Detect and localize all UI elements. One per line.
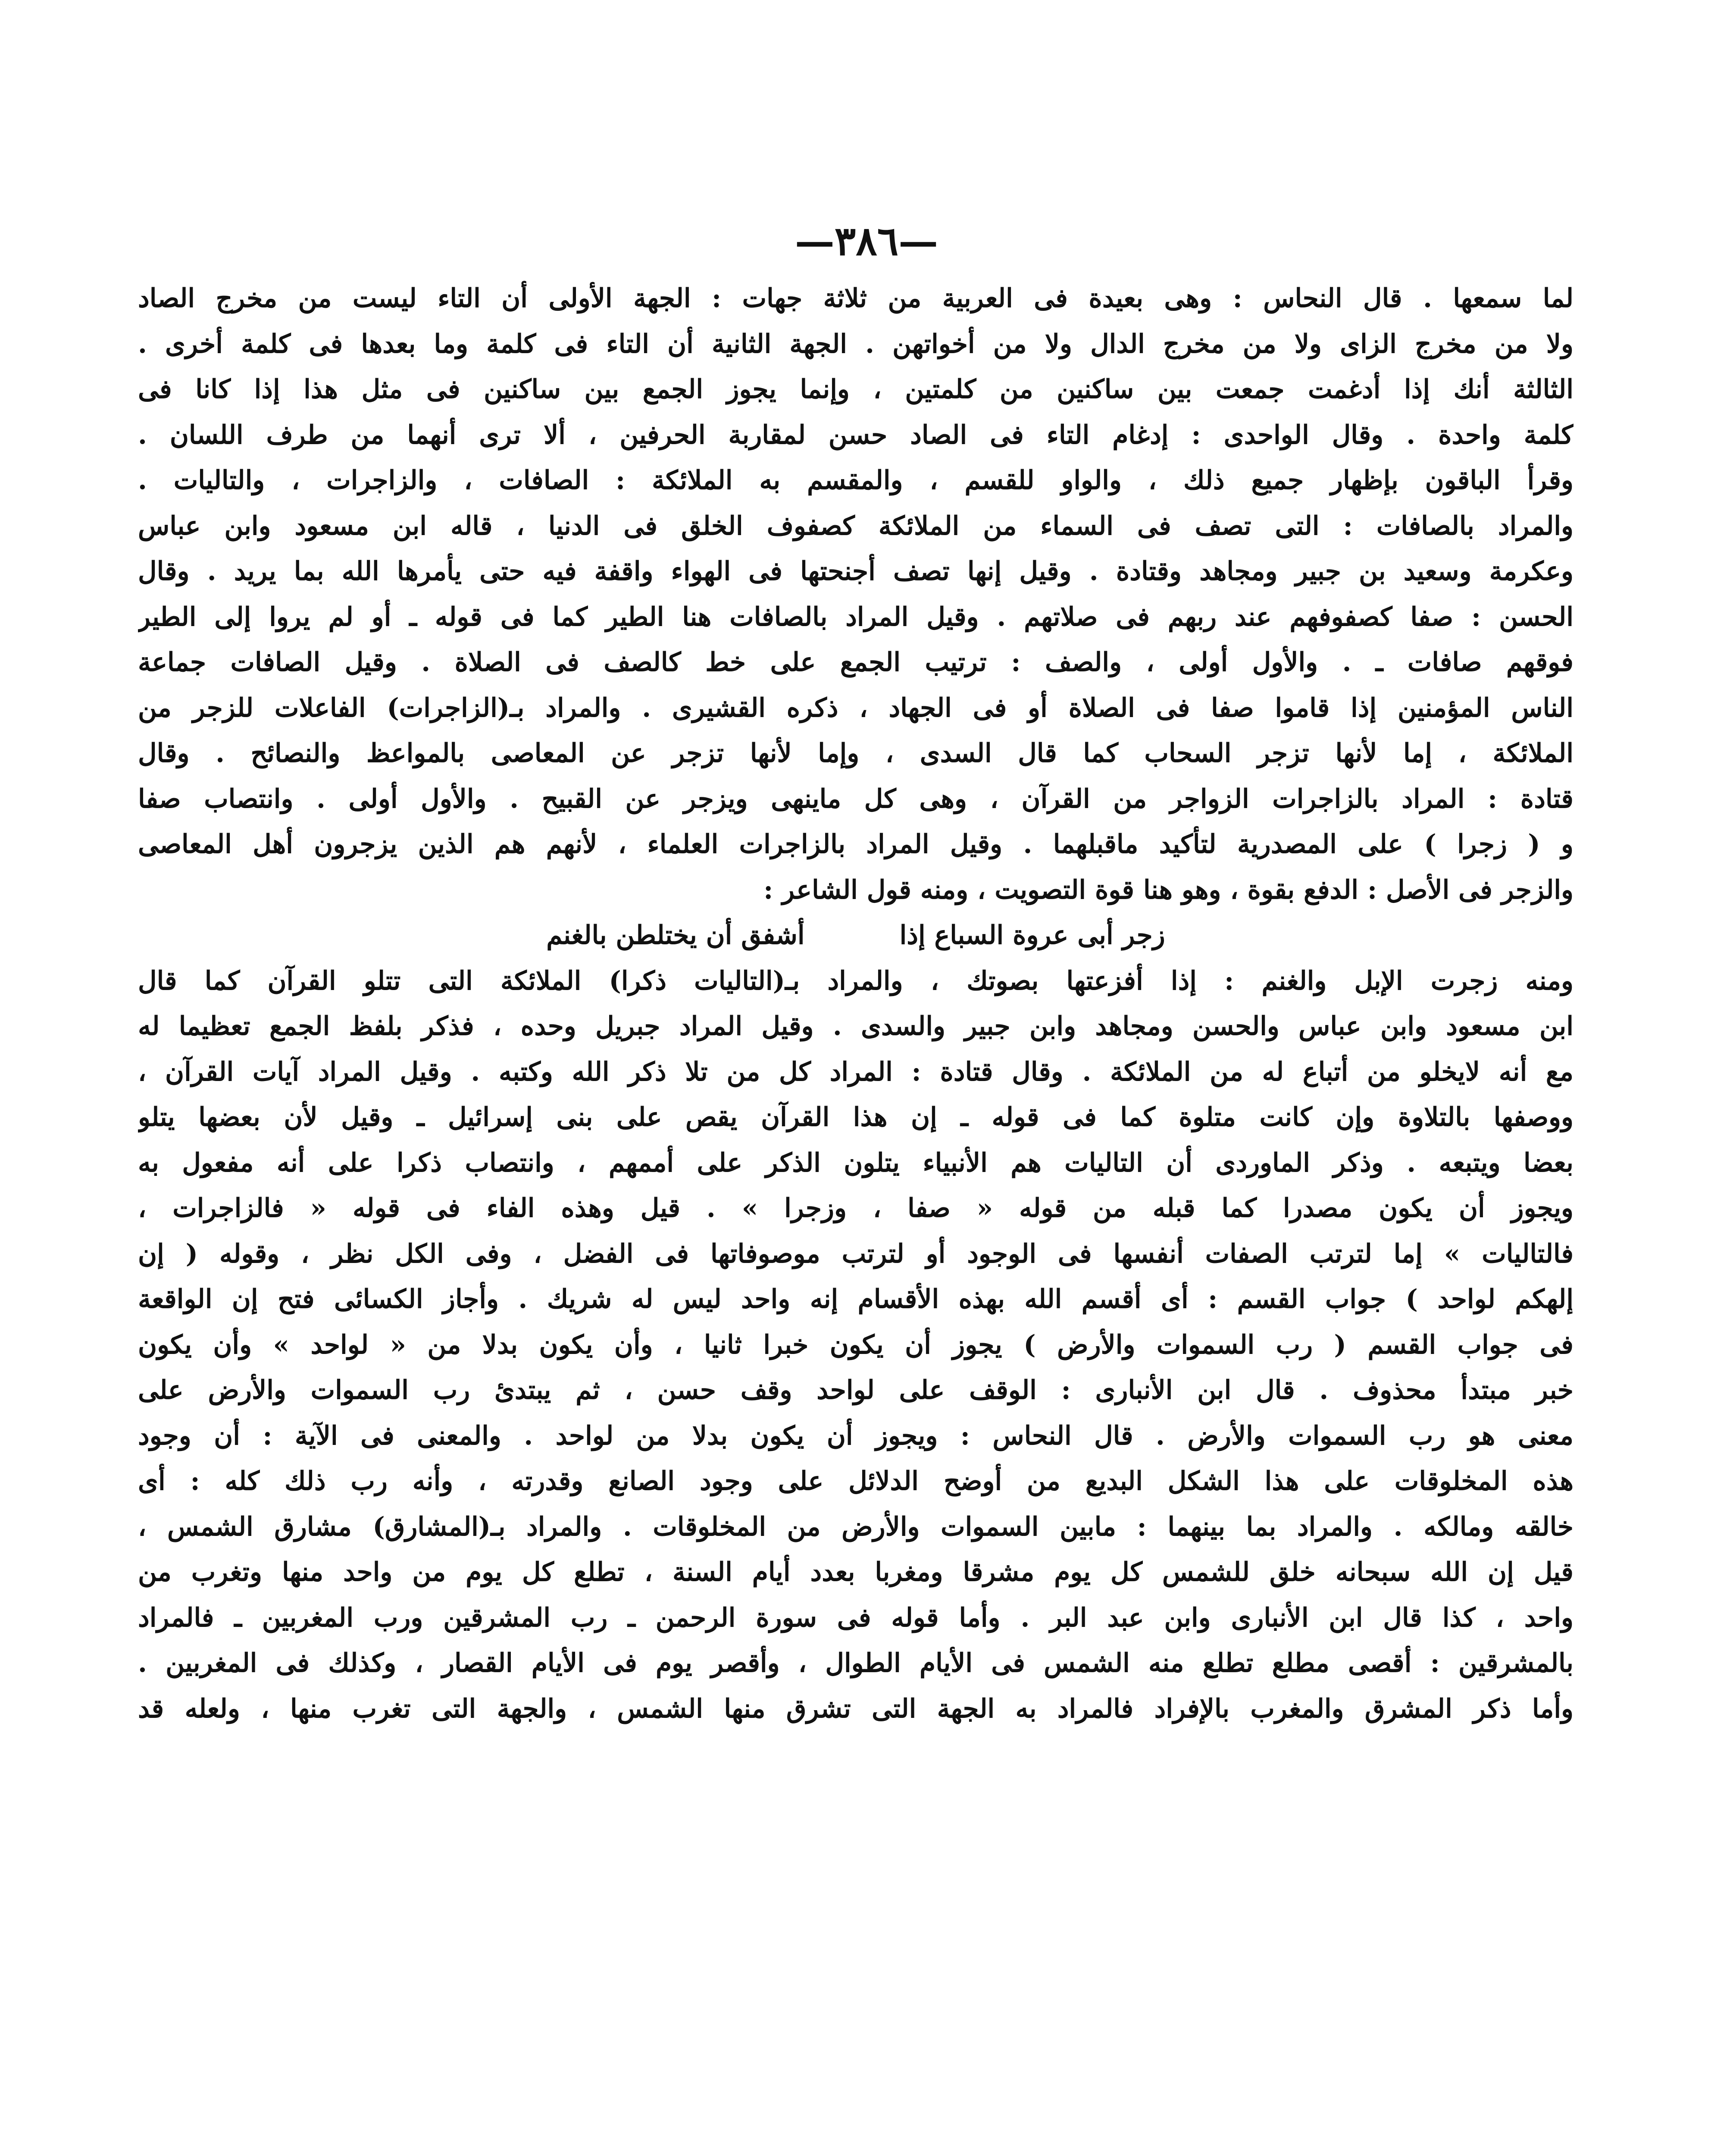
body-text: [138, 276, 1573, 1732]
text-line: خالقه ومالكه . والمراد بما بينهما : مابين السموات والأرض من المخلوقات . والمراد بـ(المشارق) مشارق الشمس ،: [138, 1511, 1573, 1542]
text-line: بعضا ويتبعه . وذكر الماوردى أن التاليات هم الأنبياء يتلون الذكر على أممهم ، وانتصاب ذكرا على أنه مفعول به: [138, 1147, 1573, 1178]
text-line: ولا من مخرج الزاى ولا من مخرج الدال ولا من أخواتهن . الجهة الثانية أن التاء فى كلمة وما بعدها فى كلمة أخرى .: [138, 329, 1573, 359]
text-line: إلهكم لواحد ) جواب القسم : أى أقسم الله بهذه الأقسام إنه واحد ليس له شريك . وأجاز الكسائى فتح إن الواقعة: [138, 1284, 1573, 1314]
text-line: ومنه زجرت الإبل والغنم : إذا أفزعتها بصوتك ، والمراد بـ(التاليات ذكرا) الملائكة التى تتلو القرآن كما قال: [138, 965, 1573, 996]
text-line: معنى هو رب السموات والأرض . قال النحاس : ويجوز أن يكون بدلا من لواحد . والمعنى فى الآية : أن وجود: [138, 1420, 1573, 1451]
text-line: الحسن : صفا كصفوفهم عند ربهم فى صلاتهم . وقيل المراد بالصافات هنا الطير كما فى قوله ـ أو لم يروا إلى الطير: [138, 602, 1573, 632]
text-line: فوقهم صافات ـ . والأول أولى ، والصف : ترتيب الجمع على خط كالصف فى الصلاة . وقيل الصافات جماعة: [138, 647, 1573, 677]
text-line: بالمشرقين : أقصى مطلع تطلع منه الشمس فى الأيام الطوال ، وأقصر يوم فى الأيام القصار ، وكذلك فى المغربين .: [138, 1648, 1573, 1678]
text-line: والمراد بالصافات : التى تصف فى السماء من الملائكة كصفوف الخلق فى الدنيا ، قاله ابن مسعود وابن عباس: [138, 511, 1573, 541]
text-line: وقرأ الباقون بإظهار جميع ذلك ، والواو للقسم ، والمقسم به الملائكة : الصافات ، والزاجرات ، والتاليات .: [138, 465, 1573, 495]
text-line: قيل إن الله سبحانه خلق للشمس كل يوم مشرقا ومغربا بعدد أيام السنة ، تطلع كل يوم من واحد منها وتغرب من: [138, 1557, 1573, 1587]
text-line: ووصفها بالتلاوة وإن كانت متلوة كما فى قوله ـ إن هذا القرآن يقص على بنى إسرائيل ـ وقيل لأن بعضها يتلو: [138, 1102, 1573, 1132]
verse-second-hemistich: أشفق أن يختلطن بالغنم: [546, 920, 805, 950]
text-line: وأما ذكر المشرق والمغرب بالإفراد فالمراد به الجهة التى تشرق منها الشمس ، والجهة التى تغرب منها ، ولعله قد: [138, 1693, 1573, 1724]
verse-first-hemistich: زجر أبى عروة السباع إذا: [899, 920, 1165, 950]
text-line: فالتاليات » إما لترتب الصفات أنفسها فى الوجود أو لترتب موصوفاتها فى الفضل ، وفى الكل نظر ، وقوله ( إن: [138, 1238, 1573, 1269]
text-line: والزجر فى الأصل : الدفع بقوة ، وهو هنا قوة التصويت ، ومنه قول الشاعر :: [763, 874, 1573, 905]
text-line: ابن مسعود وابن عباس والحسن ومجاهد وابن جبير والسدى . وقيل المراد جبريل وحده ، فذكر بلفظ الجمع تعظيما له: [138, 1011, 1573, 1041]
text-line: مع أنه لايخلو من أتباع له من الملائكة . وقال قتادة : المراد كل من تلا ذكر الله وكتبه . وقيل المراد آيات القرآن ،: [138, 1056, 1573, 1087]
poetry-verse: [138, 913, 1573, 959]
text-line: وعكرمة وسعيد بن جبير ومجاهد وقتادة . وقيل إنها تصف أجنحتها فى الهواء واقفة فيه حتى يأمرها الله بما يريد . وقال: [138, 556, 1573, 586]
text-line: الملائكة ، إما لأنها تزجر السحاب كما قال السدى ، وإما لأنها تزجر عن المعاصى بالمواعظ والنصائح . وقال: [138, 738, 1573, 768]
text-line: هذه المخلوقات على هذا الشكل البديع من أوضح الدلائل على وجود الصانع وقدرته ، وأنه رب ذلك كله : أى: [138, 1466, 1573, 1496]
text-line: الثالثة أنك إذا أدغمت جمعت بين ساكنين من كلمتين ، وإنما يجوز الجمع بين ساكنين فى مثل هذا إذا كانا فى: [138, 374, 1573, 404]
text-line: ويجوز أن يكون مصدرا كما قبله من قوله « صفا ، وزجرا » . قيل وهذه الفاء فى قوله « فالزاجرات ،: [138, 1193, 1573, 1223]
text-line: واحد ، كذا قال ابن الأنبارى وابن عبد البر . وأما قوله فى سورة الرحمن ـ رب المشرقين ورب المغربين ـ فالمراد: [138, 1602, 1573, 1633]
text-line: خبر مبتدأ محذوف . قال ابن الأنبارى : الوقف على لواحد وقف حسن ، ثم يبتدئ رب السموات والأرض على: [138, 1375, 1573, 1405]
page-number: —٣٨٦—: [795, 218, 938, 264]
text-line: لما سمعها . قال النحاس : وهى بعيدة فى العربية من ثلاثة جهات : الجهة الأولى أن التاء ليست من مخرج الصاد: [138, 283, 1573, 313]
text-line: الناس المؤمنين إذا قاموا صفا فى الصلاة أو فى الجهاد ، ذكره القشيرى . والمراد بـ(الزاجرات) الفاعلات للزجر من: [138, 693, 1573, 723]
text-line: و ( زجرا ) على المصدرية لتأكيد ماقبلهما . وقيل المراد بالزاجرات العلماء ، لأنهم هم الذين يزجرون أهل المعاصى: [138, 829, 1573, 859]
text-line: فى جواب القسم ( رب السموات والأرض ) يجوز أن يكون خبرا ثانيا ، وأن يكون بدلا من « لواحد » وأن يكون: [138, 1329, 1573, 1360]
text-line: كلمة واحدة . وقال الواحدى : إدغام التاء فى الصاد حسن لمقاربة الحرفين ، ألا ترى أنهما من طرف اللسان .: [138, 420, 1573, 450]
text-line: قتادة : المراد بالزاجرات الزواجر من القرآن ، وهى كل ماينهى ويزجر عن القبيح . والأول أولى . وانتصاب صفا: [138, 783, 1573, 814]
